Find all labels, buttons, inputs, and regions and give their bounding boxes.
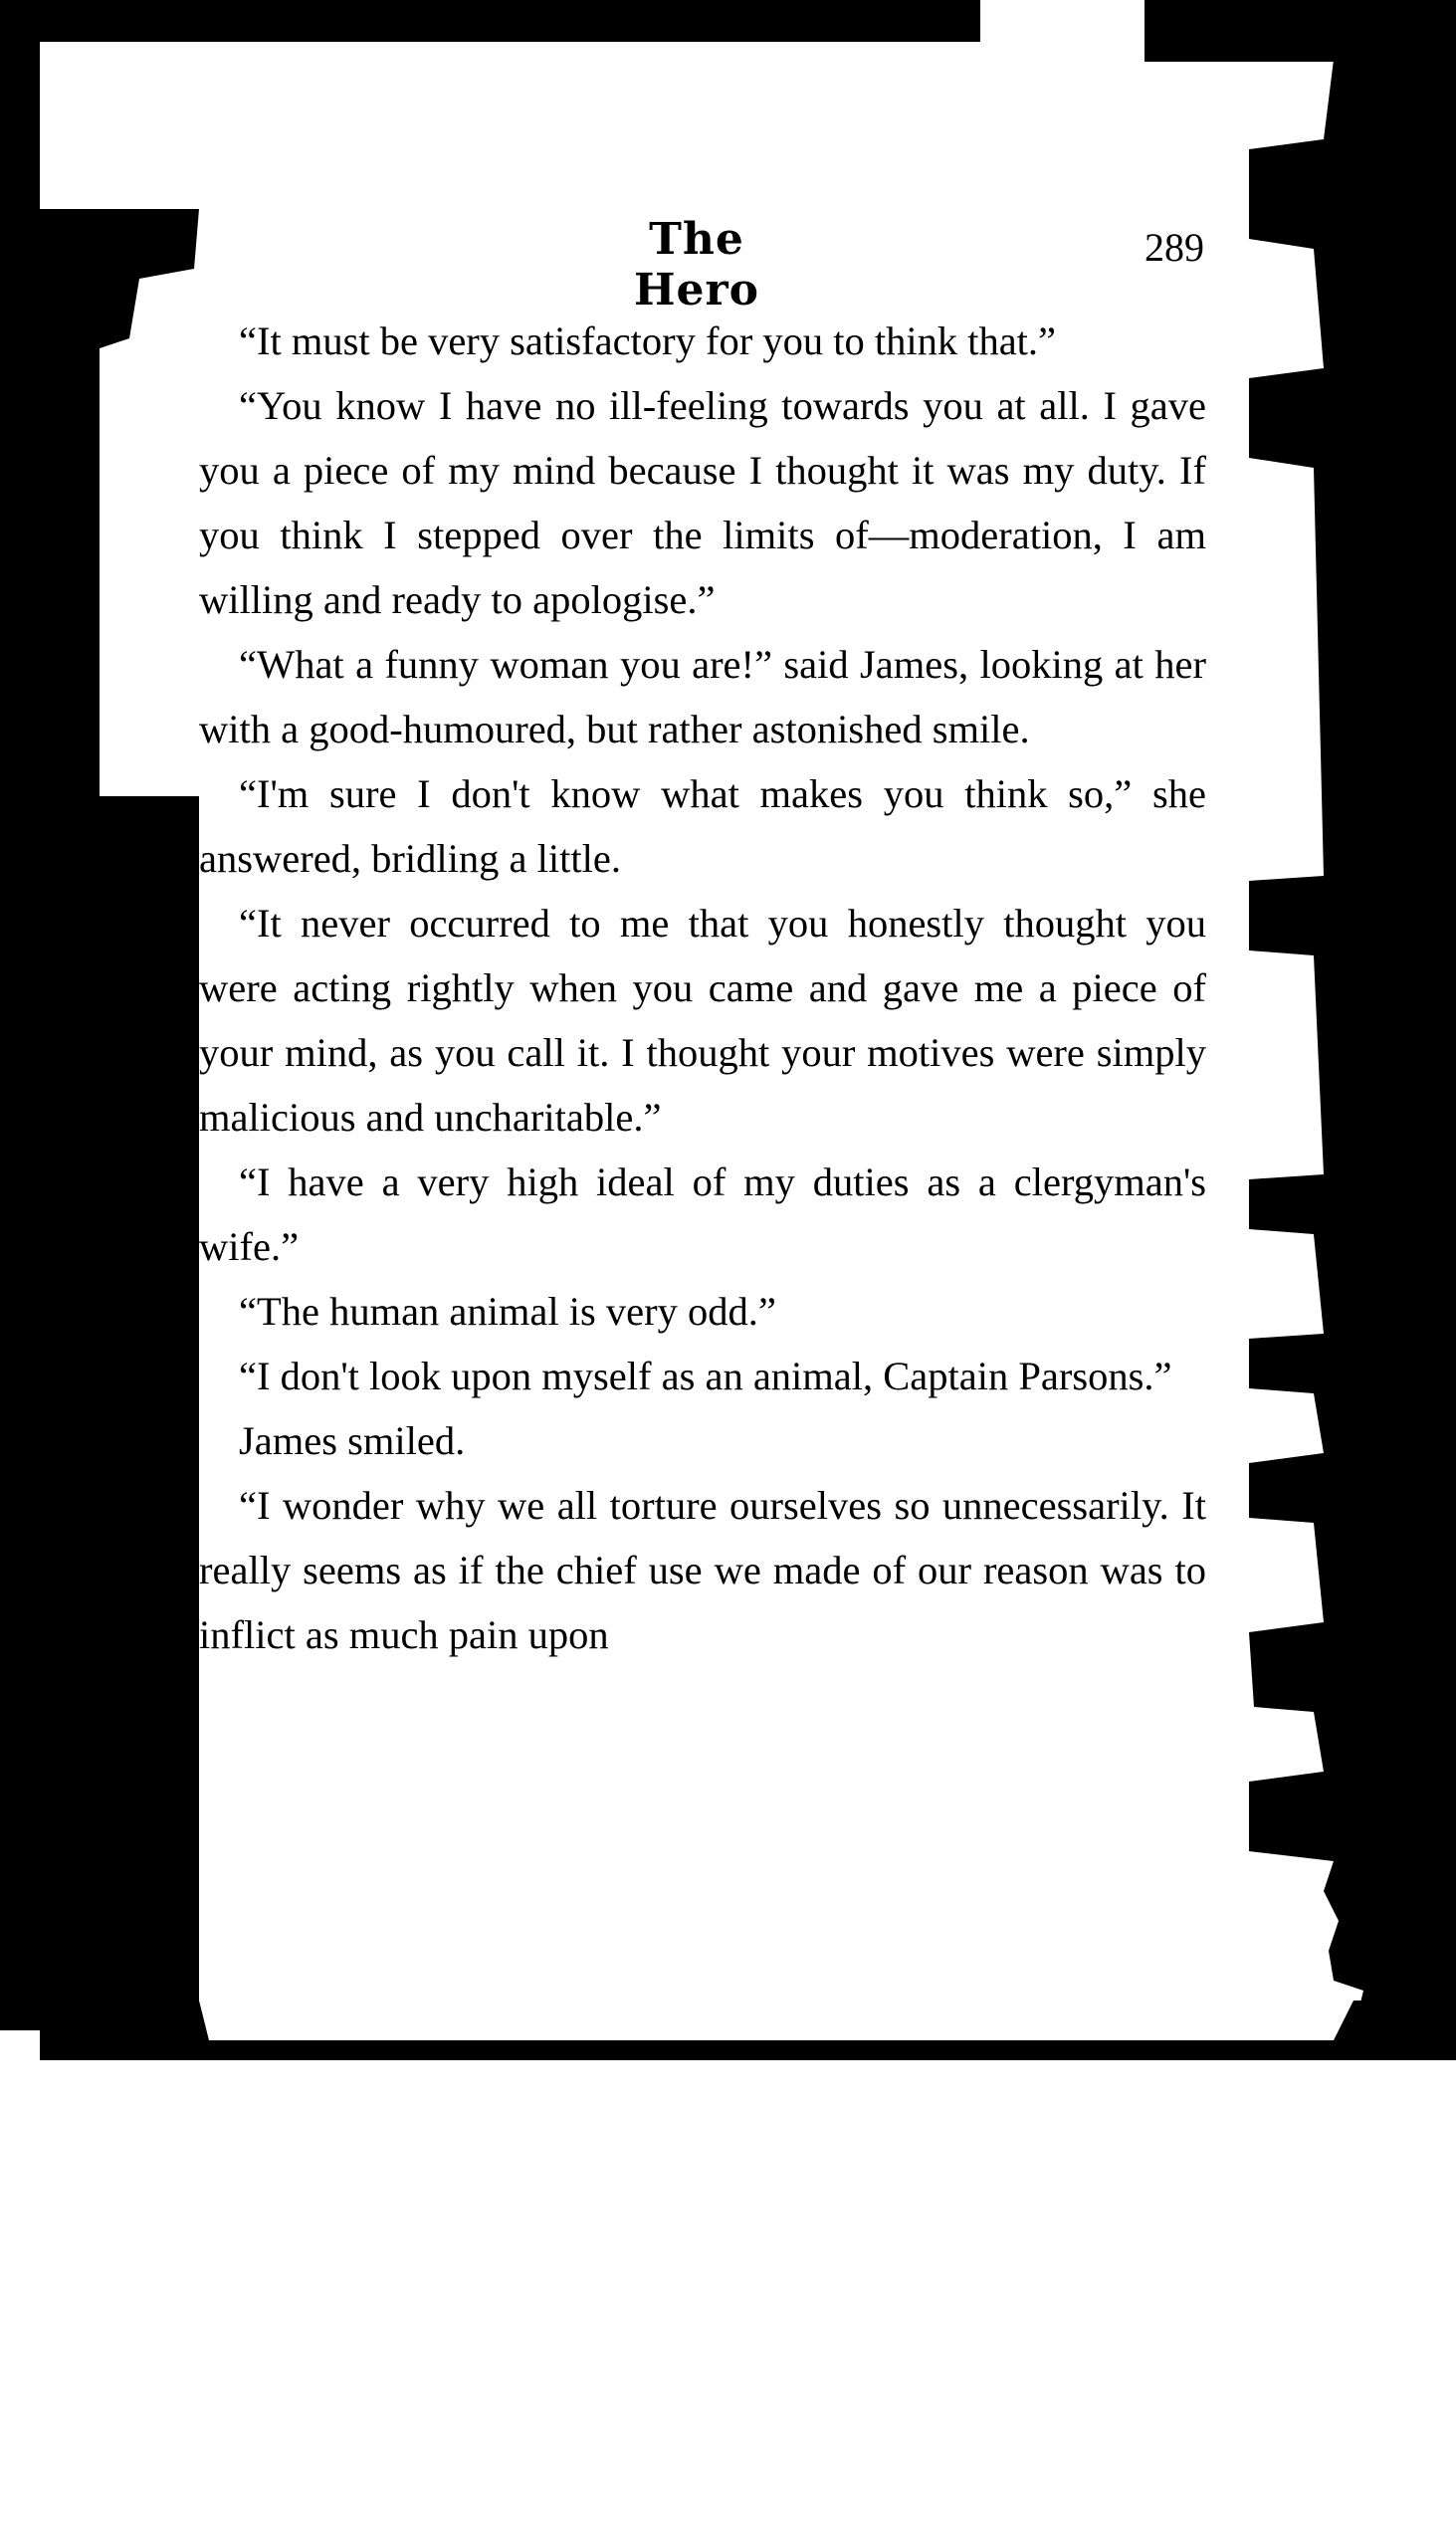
running-title: The Hero (633, 214, 760, 316)
paragraph-8: “I don't look upon myself as an animal, Captain Parsons.” (239, 1354, 1172, 1398)
paragraph-6: “I have a very high ideal of my duties as a clergyman's wife.” (199, 1160, 1206, 1269)
paragraph-1: “It must be very satisfactory for you to think that.” (239, 318, 1057, 363)
page-number: 289 (1144, 225, 1204, 270)
running-head (0, 0, 1456, 316)
paragraph-4: “I'm sure I don't know what makes you think so,” she answered, bridling a little. (199, 771, 1206, 881)
body-text (199, 309, 1206, 1667)
paragraph-10: “I wonder why we all torture ourselves so unnecessarily. It really seems as if the chief use we made of our reason was to inflict as much pain upon (199, 1483, 1206, 1657)
paragraph-2: “You know I have no ill-feeling towards you at all. I gave you a piece of my mind because I thought it was my duty. If you think I stepped over the limits of—moderation, I am willing and ready to apologise.” (199, 383, 1206, 622)
paragraph-9: James smiled. (239, 1418, 466, 1463)
paragraph-5: “It never occurred to me that you honestly thought you were acting rightly when you came and gave me a piece of your mind, as you call it. I thought your motives were simply malicious and uncharitable.” (199, 901, 1206, 1140)
paragraph-7: “The human animal is very odd.” (239, 1289, 776, 1334)
paragraph-3: “What a funny woman you are!” said James, looking at her with a good-humoured, but rather astonished smile. (199, 642, 1206, 751)
